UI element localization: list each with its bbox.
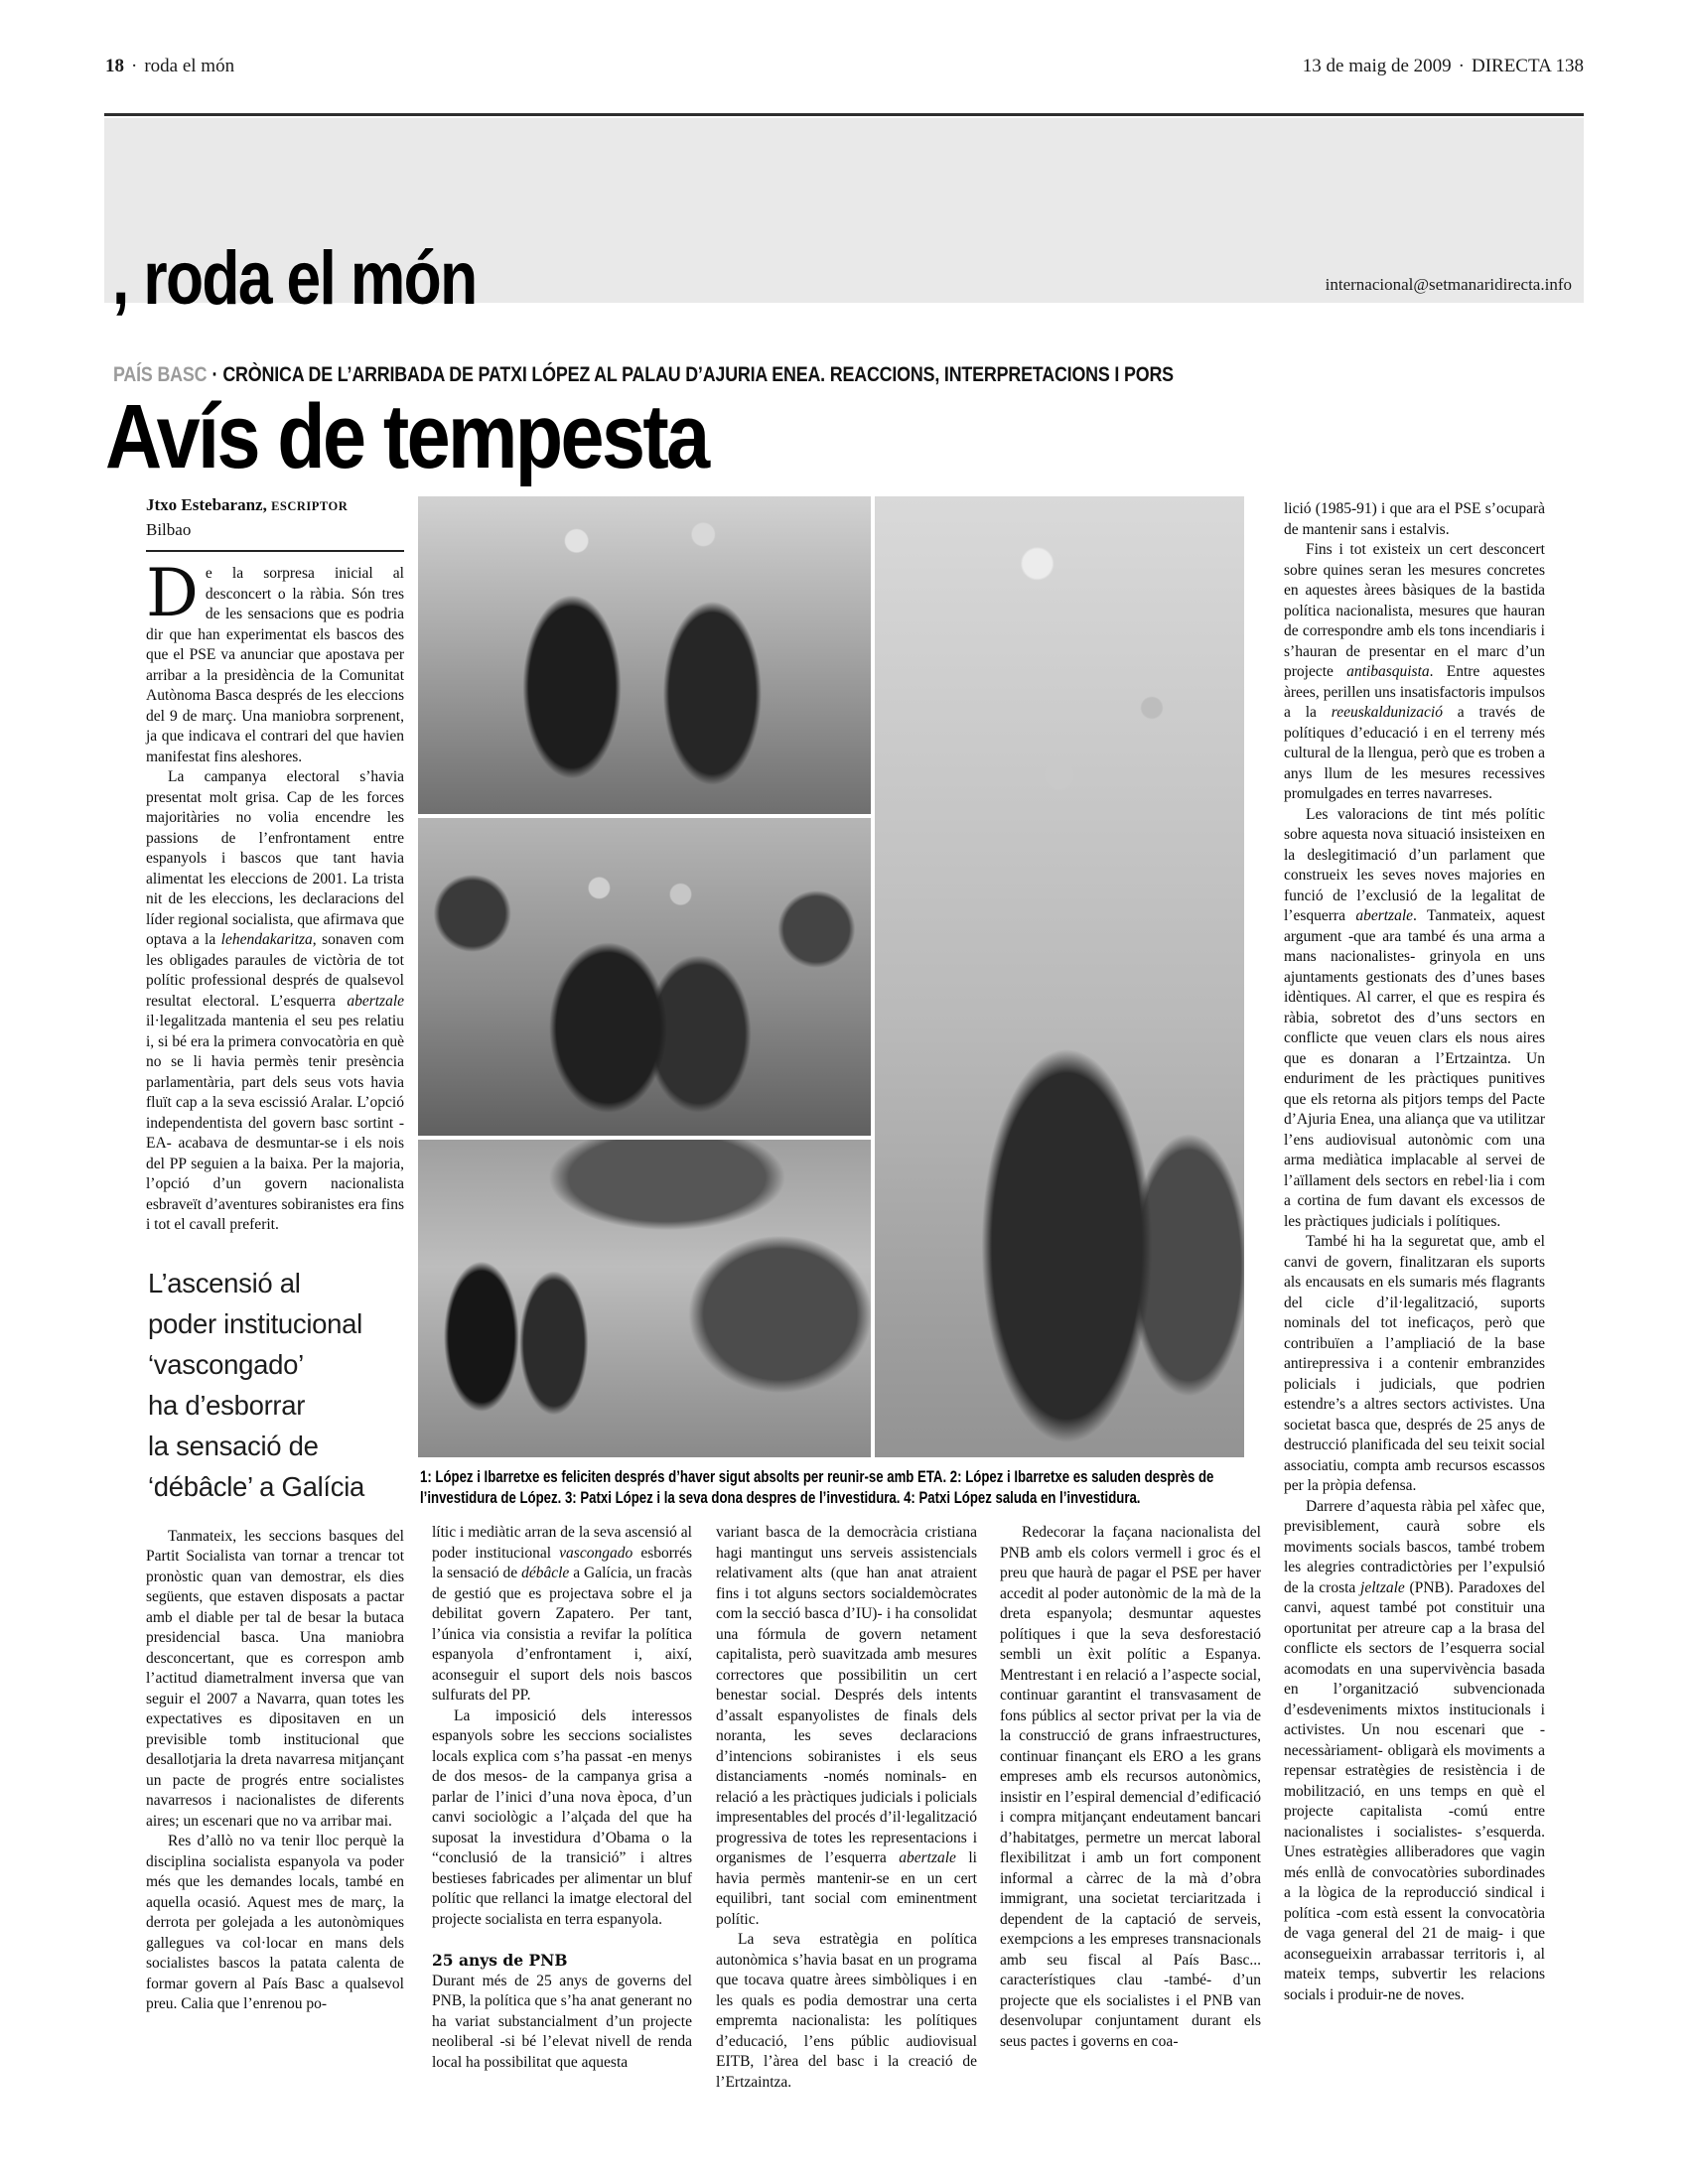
paragraph: També hi ha la seguretat que, amb el canvi de govern, finalitzaran els suports als encausats en els sumaris més flagrants del cicle d’il·legalització, suports nominals del tot ineficaços, però que contribuïen a l’ampliació de la base antirepressiva i a contenir embranzides policials i judicials, que podrien estendre’s a altres sectors activistes. Una societat basca que, després de 25 anys de destrucció planificada del seu teixit social associatiu, compta amb recursos escassos per la pròpia defensa.: [1284, 1233, 1545, 1494]
photo-2-lopez-ibarretxe-saluden: [418, 818, 871, 1136]
kicker: [113, 363, 1174, 387]
paragraph: La campanya electoral s’havia presentat molt grisa. Cap de les forces majoritàries no volia encendre les passions de l’enfrontament entre espanyols i bascos que tant havia alimentat les eleccions de 2001. La trista nit de les eleccions, les declaracions del líder regional socialista, que afirmava que optava a la lehendakaritza, sonaven com les obligades paraules de victòria de tot polític professional després de qualsevol resultat electoral. L’esquerra abertzale il·legalitzada mantenia el seu pes relatiu i, si bé era la primera convocatòria en què no se li havia permès tenir presència parlamentària, part dels seus vots havia fluït cap a la seva escissió Aralar. L’opció independentista del govern basc sortint -EA- acabava de desmuntar-se i els nois del PP seguien a la baixa. Per la majoria, l’opció d’un govern nacionalista esbraveït d’aventures sobiranistes era fins i tot el cavall preferit.: [146, 768, 404, 1233]
section-banner-title: , roda el món: [112, 236, 477, 321]
headline: Avís de tempesta: [105, 386, 708, 487]
article-column-4: [1000, 1523, 1261, 2052]
page-header-left: [105, 56, 234, 77]
paragraph: variant basca de la democràcia cristiana hagi mantingut uns serveis assistencials relativament alts (que han anat atraient fins i tot alguns sectors socialdemòcrates com la secció basca d’IU)- i ha consolidat una fórmula de govern netament capitalista, però suavitzada amb mesures correctores que possibilitin un cert benestar social. Després dels intents d’assalt espanyolistes de finals dels noranta, les seves declaracions d’intencions sobiranistes i els seus distanciaments -només nominals- en relació a les pràctiques judicials i policials impresentables del procés d’il·legalització progressiva de totes les representacions i organismes de l’esquerra abertzale li havia permès mantenir-se en un cert equilibri, tant social com eminentment polític.: [716, 1524, 977, 1928]
author-location: Bilbao: [146, 520, 192, 539]
contact-email: internacional@setmanaridirecta.info: [1325, 275, 1572, 294]
byline: [146, 493, 404, 542]
paragraph: Fins i tot existeix un cert desconcert sobre quines seran les mesures concretes en aquestes àrees bàsiques de la bastida política nacionalista, mesures que hauran de correspondre amb els tons incendiaris i s’hauran de presentar en el marc d’un projecte antibasquista. Entre aquestes àrees, perillen uns insatisfactoris impulsos a la reeuskaldunizació a través de polítiques d’educació i en el terreny més cultural de la llengua, però que es troben a anys llum de les mesures recessives promulgades en terres navarreses.: [1284, 541, 1545, 802]
subhead-25-anys-de-pnb: 25 anys de PNB: [432, 1951, 568, 1970]
photo-1-lopez-ibarretxe-feliciten: [418, 496, 871, 814]
article-column-1: [146, 555, 404, 2015]
paragraph: De la sorpresa inicial al desconcert o la ràbia. Són tres de les sensacions que es podria dir que han experimentat els bascos des que el PSE va anunciar que apostava per arribar a la presidència de la Comunitat Autònoma Basca després de les eleccions del 9 de març. Una maniobra sorprenent, ja que indicava el contrari del que havien manifestat fins aleshores.: [146, 555, 404, 765]
kicker-separator: ·: [211, 363, 218, 386]
photo-caption: 1: López i Ibarretxe es feliciten després d’haver sigut absolts per reunir-se amb ETA. 2: López i Ibarretxe es saluden desprès de l’investidura de López. 3: Patxi López i la seva dona despres de l’investidura. 4: Patxi López saluda en l’investidura.: [420, 1468, 1214, 1507]
folio-separator: ·: [131, 56, 138, 76]
paragraph: lític i mediàtic arran de la seva ascensió al poder institucional vascongado esborrés la sensació de débâcle a Galícia, un fracàs de gestió que es projectava sobre el ja debilitat govern Zapatero. Per tant, l’única via consistia a revifar la política espanyola d’enfrontament i, així, aconseguir el suport dels nois bascos sulfurats del PP.: [432, 1524, 692, 1704]
paragraph: Darrere d’aquesta ràbia pel xàfec que, previsiblement, caurà sobre els moviments socials bascos, també trobem les alegries contradictòries per l’expulsió de la crosta jeltzale (PNB). Paradoxes del canvi, aquest també pot constituir una oportunitat per atreure cap a la brasa del conflicte els sectors de l’esquerra social acomodats en una supervivència basada en l’organització subvencionada d’esdeveniments mixtos institucionals i activistes. Un nou escenari que -necessàriament- obligarà els moviments a repensar estratègies de resistència i de mobilització, en uns temps en què el projecte capitalista -comú entre nacionalistes i socialistes- s’esquerda. Unes estratègies alliberadores que vagin més enllà de convocatòries subordinades a la lògica de la reproducció sindical i política -com està essent la convocatòria de vaga general del 21 de maig- i que aconsegueixin arrabassar territoris i, al mateix temps, subvertir les relacions socials i produir-ne de noves.: [1284, 1497, 1545, 2003]
paragraph: Tanmateix, les seccions basques del Partit Socialista van tornar a trencar tot pronòstic quan van demostrar, els dies següents, que estaven disposats a pactar amb el diable per tal de besar la butaca presidencial basca. Una maniobra desconcertant, que es correspon amb l’actitud diametralment inversa que van seguir el 2007 a Navarra, quan totes les expectatives es dipositaven en un previsible tomb institucional que desallotjaria la dreta navarresa mitjançant un pacte de progrés entre socialistes navarresos i nacionalistes de diferents aires; un escenari que no va arribar mai.: [146, 1527, 404, 1830]
paragraph: lició (1985-91) i que ara el PSE s’ocuparà de mantenir sans i estalvis.: [1284, 500, 1545, 538]
photo-montage: [418, 496, 1244, 1457]
section-name: roda el món: [144, 56, 235, 76]
photo-4-lopez-saluda-investidura: [875, 496, 1244, 1457]
kicker-text: CRÒNICA DE L’ARRIBADA DE PATXI LÓPEZ AL PALAU D’AJURIA ENEA. REACCIONS, INTERPRETACIONS I PORS: [222, 363, 1174, 386]
issue-date: 13 de maig de 2009: [1302, 56, 1452, 76]
author-role: ESCRIPTOR: [271, 499, 349, 513]
author-name: Jtxo Estebaranz,: [146, 495, 267, 514]
article-column-2: [432, 1523, 692, 2073]
paragraph: Res d’allò no va tenir lloc perquè la disciplina socialista espanyola va poder més que les demandes locals, també en aquella ocasió. Aquest mes de març, la derrota per golejada a les autonòmiques gallegues va col·locar en mans dels socialistes bascos la patata calenta de formar govern al País Basc a qualsevol preu. Calia que l’enrenou po-: [146, 1833, 404, 2012]
paragraph: Les valoracions de tint més polític sobre aquesta nova situació insisteixen en la deslegitimació d’un parlament que construeix les seves noves majories en funció de l’exclusió de la legalitat de l’esquerra abertzale. Tanmateix, aquest argument -que ara també és una arma a mans nacionalistes- grinyola en uns ajuntaments gestionats des d’unes bases idèntiques. Al carrer, el que es respira és ràbia, sobretot des d’uns sectors en conflicte que veuen clars els nous aires que es donaran a l’Ertzaintza. Un enduriment de les pràctiques punitives que els retorna als pitjors temps del Pacte d’Ajuria Enea, una aliança que va utilitzar l’ens audiovisual autonòmic com una arma mediàtica implacable al servei de l’aïllament dels sectors en rebel·lia i com a cortina de fum davant els excessos de les pràctiques judicials i polítiques.: [1284, 805, 1545, 1230]
pull-quote: L’ascensió al poder institucional ‘vascongado’ ha d’esborrar la sensació de ‘débâcle’ a Galícia: [148, 1267, 364, 1502]
photo-3-lopez-i-dona: [418, 1140, 871, 1457]
byline-rule: [146, 550, 404, 552]
article-column-3: [716, 1523, 977, 2093]
photo-montage-left-stack: [418, 496, 871, 1457]
page-header-right: [1303, 56, 1584, 77]
paragraph: Redecorar la façana nacionalista del PNB amb els colors vermell i groc és el preu que haurà de pagar el PSE per haver accedit al poder autonòmic de la mà de la dreta espanyola; desmuntar aquestes polítiques i que la seva desforestació sembli un èxit polític a Espanya. Mentrestant i en relació a l’aspecte social, continuar garantint el transvasament de fons públics al sector privat per la via de la construcció de grans infraestructures, continuar finançant els ERO a les grans empreses amb els recursos autonòmics, insistir en l’espiral demencial d’edificació i compra mitjançant endeutament bancari d’habitatges, permetre un mercat laboral flexibilitzat i amb un fort component informal a càrrec de la mà d’obra immigrant, una societat terciaritzada i dependent de la captació de serveis, exempcions a les empreses transnacionals amb seu fiscal al País Basc... característiques clau -també- d’un projecte que els socialistes i el PNB van desenvolupar conjuntament durant els seus pactes i governs en coa-: [1000, 1524, 1261, 2050]
page-number: 18: [105, 56, 124, 76]
kicker-section: PAÍS BASC: [113, 363, 208, 386]
issue-number: DIRECTA 138: [1471, 56, 1584, 76]
folio-separator: ·: [1458, 56, 1465, 76]
section-banner: [104, 118, 1584, 321]
header-rule: [104, 113, 1584, 116]
paragraph: La imposició dels interessos espanyols sobre les seccions socialistes locals explica com s’ha passat -en menys de dos mesos- de la campanya grisa a parlar de l’inici d’una nova època, d’un canvi sociològic a l’alçada del que ha suposat la investidura d’Obama o la “conclusió de la transició” i altres bestieses fabricades per alimentar un bluf polític que rellanci la imatge electoral del projecte socialista en terra espanyola.: [432, 1706, 692, 1928]
drop-cap: D: [146, 555, 199, 631]
paragraph: La seva estratègia en política autonòmica s’havia basat en un programa que tocava quatre àrees simbòliques i en les quals es podia demostrar una certa empremta nacionalista: les polítiques d’educació, l’ens públic audiovisual EITB, l’àrea del basc i la creació de l’Ertzaintza.: [716, 1931, 977, 2091]
paragraph: Durant més de 25 anys de governs del PNB, la política que s’ha anat generant no ha variat substancialment d’un projecte neoliberal -si bé l’elevat nivell de renda local ha possibilitat que aquesta: [432, 1972, 692, 2071]
article-column-5: [1284, 499, 1545, 2005]
